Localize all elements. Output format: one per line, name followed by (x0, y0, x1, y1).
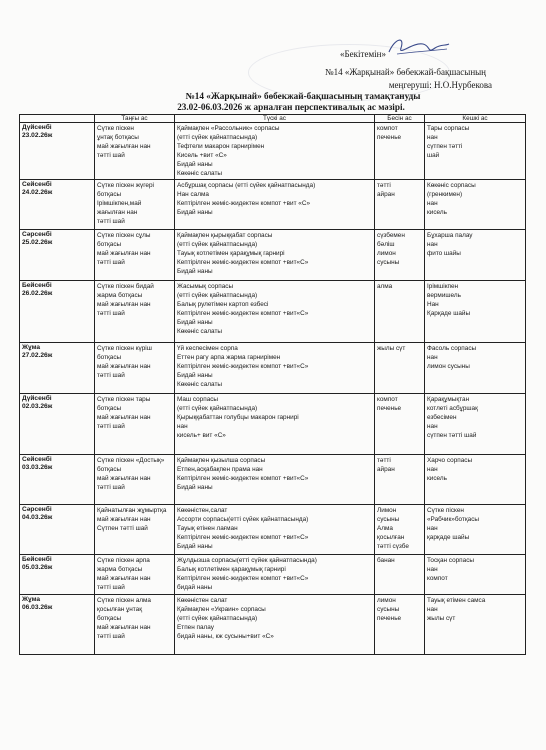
breakfast-line: ботқасы (97, 191, 122, 198)
breakfast-line: тәтті шай (97, 423, 125, 430)
snack-line: қосылған (377, 534, 405, 541)
dinner-line: Бұхарша палау (427, 232, 473, 239)
snack-line: сусыны (377, 516, 400, 523)
breakfast-line: қосылған ұнтақ (97, 606, 142, 613)
dinner-line: езбесімен (427, 414, 457, 421)
breakfast-line: май жағылған нан (97, 143, 151, 150)
dinner-line: нан (427, 200, 438, 207)
approval-head-line: меңгерушi: Н.О.Нурбекова (388, 80, 492, 90)
breakfast-line: ботқасы (97, 466, 122, 473)
cell-dinner (425, 230, 526, 281)
menu-row (20, 555, 526, 595)
lunch-line: Етпен,асқабақпен прама нан (177, 466, 263, 473)
breakfast-line: жарма ботқасы (97, 566, 143, 573)
snack-line: алма (377, 283, 393, 290)
breakfast-line: тәтті шай (97, 152, 125, 159)
breakfast-line: тәтті шай (97, 484, 125, 491)
breakfast-line: май жағылған нан (97, 363, 151, 370)
dinner-line: нан (427, 354, 438, 361)
snack-line: тәтті (377, 457, 391, 464)
breakfast-line: Сүтпен тәтті шай (97, 525, 148, 532)
menu-row (20, 281, 526, 343)
breakfast-line: жарма ботқасы (97, 292, 143, 299)
breakfast-line: тәтті шай (97, 218, 125, 225)
snack-line: бәліш (377, 241, 395, 248)
lunch-line: Жұлдызша сорпасы(етті сүйек қайнатпасында) (177, 557, 317, 564)
cell-snack (375, 180, 425, 230)
document-title-line2: 23.02-06.03.2026 ж арналған перспективалық ас мәзiрi. (177, 102, 405, 112)
cell-day (20, 455, 95, 505)
day-line: Бейсенбі (22, 282, 52, 289)
snack-line: лимон (377, 250, 396, 257)
dinner-line: нан (427, 606, 438, 613)
breakfast-line: Сүтке піскен жүгері (97, 182, 154, 189)
lunch-line: Ассорти сорпасы(етті сүйек қайнатпасында) (177, 516, 309, 523)
cell-day (20, 281, 95, 343)
cell-lunch (175, 595, 375, 655)
dinner-line: Тосқан сорпасы (427, 557, 474, 564)
dinner-line: нан (427, 241, 438, 248)
cell-lunch (175, 455, 375, 505)
lunch-line: Кептірілген жеміс-жидектен компот +вит«С» (177, 310, 309, 317)
dinner-line: котлеті асбұршақ (427, 405, 478, 412)
menu-row (20, 343, 526, 394)
lunch-line: Тауық котлетімен қарақұмық гарнирі (177, 250, 285, 257)
dinner-line: Ірімшікпен (427, 283, 459, 290)
snack-line: печенье (377, 405, 402, 412)
breakfast-line: Сүтке піскен алма (97, 597, 151, 604)
snack-line: айран (377, 191, 395, 198)
lunch-line: Қаймақпен қызылша сорпасы (177, 457, 266, 464)
day-line: 05.03.26ж (22, 564, 53, 571)
snack-line: айран (377, 466, 395, 473)
day-line: Дүйсенбі (22, 395, 52, 402)
cell-day (20, 123, 95, 180)
dinner-line: Нан (427, 301, 439, 308)
cell-dinner (425, 180, 526, 230)
cell-snack (375, 343, 425, 394)
breakfast-line: Қайнатылған жұмыртқа (97, 507, 167, 514)
lunch-line: Қаймақпен қырыққабат сорпасы (177, 232, 273, 239)
cell-dinner (425, 123, 526, 180)
day-line: 02.03.26ж (22, 403, 53, 410)
menu-row (20, 394, 526, 455)
cell-dinner (425, 343, 526, 394)
dinner-line: сүтпен тәтті (427, 143, 463, 150)
dinner-line: қарқаде шайы (427, 534, 470, 541)
cell-lunch (175, 343, 375, 394)
cell-snack (375, 281, 425, 343)
breakfast-line: жағылған нан (97, 209, 138, 216)
cell-lunch (175, 123, 375, 180)
breakfast-line: май жағылған нан (97, 575, 151, 582)
menu-row (20, 180, 526, 230)
cell-snack (375, 595, 425, 655)
lunch-line: Бидай наны (177, 319, 213, 326)
breakfast-line: Сүтке піскен тары (97, 396, 151, 403)
cell-breakfast (95, 281, 175, 343)
snack-line: Лимон (377, 507, 397, 514)
lunch-line: Қаймақпен «Рассольник» сорпасы (177, 125, 280, 132)
lunch-line: Кисель +вит «С» (177, 152, 227, 159)
menu-row (20, 505, 526, 555)
header-snack: Бесін ас (375, 115, 425, 123)
cell-dinner (425, 505, 526, 555)
approval-org-line: №14 «Жарқынай» бөбекжай-бақшасының (325, 67, 486, 77)
cell-breakfast (95, 123, 175, 180)
breakfast-line: Сүтке піскен арпа (97, 557, 150, 564)
dinner-line: Тауық етімен самса (427, 597, 486, 604)
breakfast-line: ботқасы (97, 354, 122, 361)
dinner-line: кисель (427, 475, 447, 482)
breakfast-line: Сүтке піскен (97, 125, 134, 132)
dinner-line: Тары сорпасы (427, 125, 470, 132)
cell-breakfast (95, 555, 175, 595)
cell-breakfast (95, 343, 175, 394)
day-line: Сәрсенбі (22, 231, 52, 238)
lunch-line: Бидай наны (177, 372, 213, 379)
breakfast-line: Сүтке піскен бидай (97, 283, 154, 290)
header-lunch: Түскі ас (175, 115, 375, 123)
dinner-line: Харчо сорпасы (427, 457, 473, 464)
day-line: Дүйсенбі (22, 124, 52, 131)
lunch-line: кисель+ вит «С» (177, 432, 226, 439)
dinner-line: (гренкимен) (427, 191, 463, 198)
menu-table (19, 114, 526, 655)
breakfast-line: май жағылған нан (97, 475, 151, 482)
snack-line: банан (377, 557, 395, 564)
dinner-line: компот (427, 575, 448, 582)
cell-lunch (175, 281, 375, 343)
breakfast-line: Сүтке піскен «Достық» (97, 457, 165, 464)
lunch-line: Бидай наны (177, 484, 213, 491)
snack-line: компот (377, 396, 398, 403)
cell-dinner (425, 455, 526, 505)
dinner-line: фито шайы (427, 250, 461, 257)
breakfast-line: ұнтақ ботқасы (97, 134, 139, 141)
breakfast-line: тәтті шай (97, 310, 125, 317)
cell-breakfast (95, 180, 175, 230)
lunch-line: Кептірілген жеміс-жидектен компот +вит «С» (177, 200, 311, 207)
day-line: 25.02.26ж (22, 239, 53, 246)
approval-heading: «Бекітемін» (340, 49, 386, 59)
dinner-line: «Рабчик»ботқасы (427, 516, 479, 523)
cell-snack (375, 394, 425, 455)
breakfast-line: тәтті шай (97, 633, 125, 640)
cell-snack (375, 230, 425, 281)
dinner-line: вермишель (427, 292, 461, 299)
lunch-line: Балық рулетімен картоп езбесі (177, 301, 269, 308)
lunch-line: Бидай наны (177, 209, 213, 216)
day-line: Сейсенбі (22, 181, 52, 188)
lunch-line: Бидай наны (177, 161, 213, 168)
dinner-line: Көкөніс сорпасы (427, 182, 476, 189)
header-breakfast: Таңғы ас (95, 115, 175, 123)
breakfast-line: Сүтке піскен күріш (97, 345, 152, 352)
breakfast-line: май жағылған нан (97, 414, 151, 421)
lunch-line: Кептірілген жеміс-жидектен компот +вит«С» (177, 534, 309, 541)
dinner-line: нан (427, 423, 438, 430)
dinner-line: нан (427, 466, 438, 473)
dinner-line: Сүтке піскен (427, 507, 464, 514)
day-line: 06.03.26ж (22, 604, 53, 611)
breakfast-line: ботқасы (97, 241, 122, 248)
lunch-line: Кептірілген жеміс-жидектен компот +вит«С» (177, 575, 309, 582)
cell-lunch (175, 505, 375, 555)
day-line: 23.02.26ж (22, 132, 53, 139)
lunch-line: Еттен рагу арпа жарма гарнирімен (177, 354, 281, 361)
snack-line: печенье (377, 134, 402, 141)
snack-line: печенье (377, 615, 402, 622)
breakfast-line: тәтті шай (97, 372, 125, 379)
day-line: 04.03.26ж (22, 514, 53, 521)
day-line: 24.02.26ж (22, 189, 53, 196)
cell-snack (375, 455, 425, 505)
day-line: Бейсенбі (22, 556, 52, 563)
day-line: 03.03.26ж (22, 464, 53, 471)
header-dinner: Кешкі ас (425, 115, 526, 123)
snack-line: Алма (377, 525, 393, 532)
signature (383, 32, 453, 62)
table-header-row (20, 115, 526, 123)
lunch-line: Бидай наны (177, 543, 213, 550)
lunch-line: Тефтели макарон гарнирімен (177, 143, 265, 150)
dinner-line: Қарқаде шайы (427, 310, 471, 317)
cell-dinner (425, 595, 526, 655)
menu-row (20, 123, 526, 180)
snack-line: компот (377, 125, 398, 132)
snack-line: сусыны (377, 606, 400, 613)
lunch-line: Етпен палау (177, 624, 214, 631)
dinner-line: лимон сусыны (427, 363, 470, 370)
cell-day (20, 230, 95, 281)
cell-lunch (175, 394, 375, 455)
cell-dinner (425, 281, 526, 343)
day-line: Жұма (22, 344, 41, 351)
cell-day (20, 595, 95, 655)
cell-breakfast (95, 505, 175, 555)
document-title-line1: №14 «Жарқынай» бөбекжай-бақшасының тамақтануды (185, 91, 421, 101)
lunch-line: Көкөністен салат (177, 597, 228, 604)
menu-row (20, 230, 526, 281)
day-line: 27.02.26ж (22, 352, 53, 359)
breakfast-line: Сүтке піскен сұлы (97, 232, 151, 239)
lunch-line: нан (177, 423, 188, 430)
cell-lunch (175, 180, 375, 230)
breakfast-line: тәтті шай (97, 259, 125, 266)
cell-breakfast (95, 394, 175, 455)
cell-day (20, 555, 95, 595)
dinner-line: кисель (427, 209, 447, 216)
lunch-line: Кептірілген жеміс-жидектен компот +вит«С» (177, 259, 309, 266)
header-day (20, 115, 95, 123)
dinner-line: нан (427, 525, 438, 532)
lunch-line: Үй кеспесімен сорпа (177, 345, 238, 352)
lunch-line: Қырыққабаттан голубцы макарон гарнирі (177, 414, 299, 421)
cell-day (20, 505, 95, 555)
lunch-line: Асбұршақ сорпасы (етті сүйек қайнатпасында) (177, 182, 316, 189)
cell-breakfast (95, 595, 175, 655)
lunch-line: Тауық етінен лағман (177, 525, 238, 532)
lunch-line: бидай наны, кж сусыны+вит «С» (177, 633, 274, 640)
dinner-line: шай (427, 152, 440, 159)
day-line: Жұма (22, 596, 41, 603)
breakfast-line: май жағылған нан (97, 250, 151, 257)
snack-line: тәтті сүзбе (377, 543, 409, 550)
breakfast-line: май жағылған нан (97, 516, 151, 523)
lunch-line: Көкөніс салаты (177, 170, 222, 177)
day-line: 26.02.26ж (22, 290, 53, 297)
menu-row (20, 455, 526, 505)
dinner-line: Қарақұмықтан (427, 396, 470, 403)
lunch-line: Бидай наны (177, 268, 213, 275)
lunch-line: Кептірілген жеміс-жидектен компот +вит«С» (177, 475, 309, 482)
lunch-line: Кептірілген жеміс-жидектен компот +вит«С» (177, 363, 309, 370)
breakfast-line: ботқасы (97, 405, 122, 412)
cell-day (20, 343, 95, 394)
lunch-line: (етті сүйек қайнатпасында) (177, 134, 258, 141)
snack-line: жылы сүт (377, 345, 406, 352)
cell-snack (375, 505, 425, 555)
cell-dinner (425, 555, 526, 595)
lunch-line: Көкөніс салаты (177, 328, 222, 335)
cell-day (20, 394, 95, 455)
cell-dinner (425, 394, 526, 455)
lunch-line: (етті сүйек қайнатпасында) (177, 241, 258, 248)
day-line: Сейсенбі (22, 456, 52, 463)
breakfast-line: май жағылған нан (97, 301, 151, 308)
snack-line: тәтті (377, 182, 391, 189)
snack-line: лимон (377, 597, 396, 604)
lunch-line: Көкөніс салаты (177, 381, 222, 388)
cell-lunch (175, 230, 375, 281)
menu-table-body (20, 123, 526, 655)
breakfast-line: тәтті шай (97, 584, 125, 591)
lunch-line: Балық котлетімен қарақұмық гарнирі (177, 566, 286, 573)
lunch-line: Жасымық сорпасы (177, 283, 234, 290)
dinner-line: нан (427, 134, 438, 141)
lunch-line: бидай наны (177, 584, 213, 591)
lunch-line: (етті сүйек қайнатпасында) (177, 405, 258, 412)
cell-breakfast (95, 230, 175, 281)
day-line: Сәрсенбі (22, 506, 52, 513)
breakfast-line: ботқасы (97, 615, 122, 622)
lunch-line: Көкөністен,салат (177, 507, 228, 514)
lunch-line: (етті сүйек қайнатпасында) (177, 615, 258, 622)
lunch-line: (етті сүйек қайнатпасында) (177, 292, 258, 299)
cell-breakfast (95, 455, 175, 505)
snack-line: сүзбемен (377, 232, 405, 239)
dinner-line: Фасоль сорпасы (427, 345, 477, 352)
dinner-line: жылы сүт (427, 615, 456, 622)
snack-line: сусыны (377, 259, 400, 266)
dinner-line: нан (427, 566, 438, 573)
breakfast-line: Ірімшікпен,май (97, 200, 142, 207)
lunch-line: Маш сорпасы (177, 396, 219, 403)
lunch-line: Нан салма (177, 191, 209, 198)
cell-lunch (175, 555, 375, 595)
dinner-line: сүтпен тәтті шай (427, 432, 477, 439)
lunch-line: Қаймақпен «Украин» сорпасы (177, 606, 266, 613)
menu-row (20, 595, 526, 655)
breakfast-line: май жағылған нан (97, 624, 151, 631)
cell-snack (375, 123, 425, 180)
cell-day (20, 180, 95, 230)
cell-snack (375, 555, 425, 595)
